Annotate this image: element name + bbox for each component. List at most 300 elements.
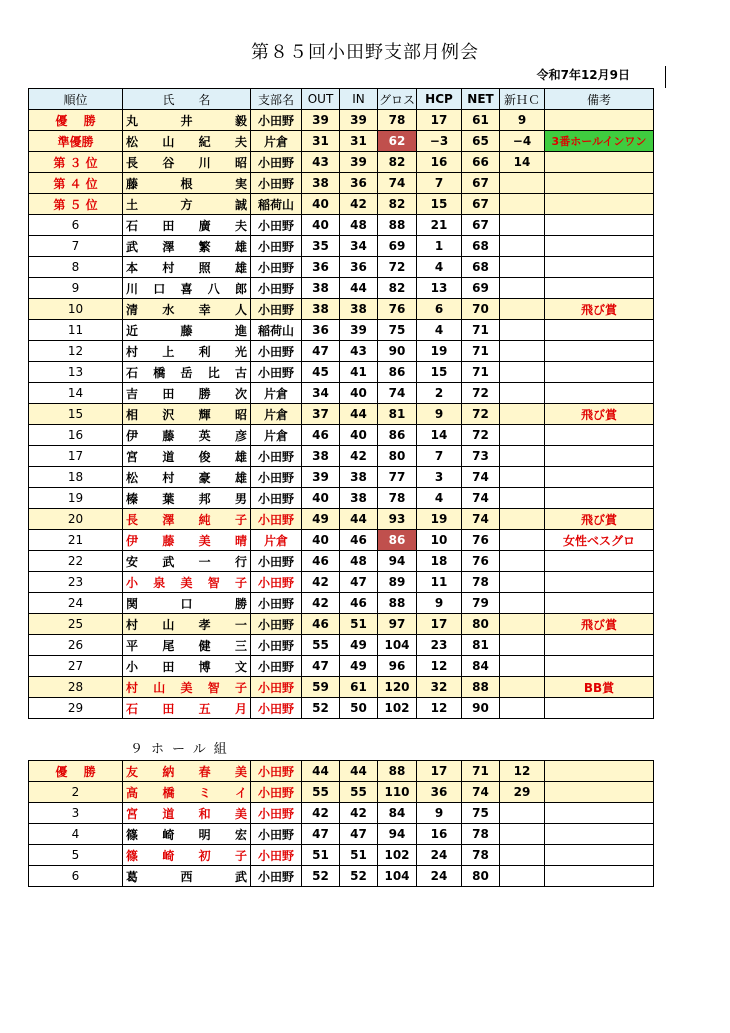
table-row bbox=[29, 824, 654, 845]
table-row bbox=[29, 698, 654, 719]
rank-cell: 12 bbox=[29, 341, 123, 362]
gross-cell: 75 bbox=[378, 320, 417, 341]
in-cell: 49 bbox=[340, 635, 378, 656]
gross-cell: 78 bbox=[378, 110, 417, 131]
branch-cell: 小田野 bbox=[251, 677, 302, 698]
out-cell: 36 bbox=[302, 320, 340, 341]
note-cell bbox=[545, 341, 654, 362]
out-cell: 47 bbox=[302, 656, 340, 677]
in-cell: 34 bbox=[340, 236, 378, 257]
name-cell: 本村照雄 bbox=[123, 257, 251, 278]
rank-cell: 23 bbox=[29, 572, 123, 593]
table-row bbox=[29, 509, 654, 530]
note-cell bbox=[545, 467, 654, 488]
table-row bbox=[29, 404, 654, 425]
hcp-cell: −3 bbox=[417, 131, 462, 152]
branch-cell: 小田野 bbox=[251, 362, 302, 383]
note-cell bbox=[545, 803, 654, 824]
branch-cell: 小田野 bbox=[251, 803, 302, 824]
header-net: NET bbox=[462, 89, 500, 110]
name-cell: 武澤繁雄 bbox=[123, 236, 251, 257]
out-cell: 38 bbox=[302, 173, 340, 194]
net-cell: 67 bbox=[462, 194, 500, 215]
note-cell bbox=[545, 866, 654, 887]
name-cell: 村山孝一 bbox=[123, 614, 251, 635]
out-cell: 35 bbox=[302, 236, 340, 257]
out-cell: 59 bbox=[302, 677, 340, 698]
table-row bbox=[29, 194, 654, 215]
branch-cell: 小田野 bbox=[251, 152, 302, 173]
hcp-cell: 12 bbox=[417, 698, 462, 719]
net-cell: 74 bbox=[462, 488, 500, 509]
new-hc-cell bbox=[500, 488, 545, 509]
gross-cell: 120 bbox=[378, 677, 417, 698]
hcp-cell: 17 bbox=[417, 110, 462, 131]
note-cell bbox=[545, 152, 654, 173]
gross-cell: 62 bbox=[378, 131, 417, 152]
table-row bbox=[29, 131, 654, 152]
rank-cell: 第 ４ 位 bbox=[29, 173, 123, 194]
hcp-cell: 1 bbox=[417, 236, 462, 257]
name-cell: 川口喜八郎 bbox=[123, 278, 251, 299]
event-date: 令和7年12月9日 bbox=[536, 68, 630, 82]
net-cell: 88 bbox=[462, 677, 500, 698]
out-cell: 47 bbox=[302, 341, 340, 362]
hcp-cell: 19 bbox=[417, 341, 462, 362]
in-cell: 41 bbox=[340, 362, 378, 383]
table-row bbox=[29, 467, 654, 488]
hcp-cell: 16 bbox=[417, 824, 462, 845]
gross-cell: 104 bbox=[378, 635, 417, 656]
name-cell: 松村豪雄 bbox=[123, 467, 251, 488]
in-cell: 39 bbox=[340, 152, 378, 173]
note-cell bbox=[545, 362, 654, 383]
name-cell: 石田五月 bbox=[123, 698, 251, 719]
net-cell: 70 bbox=[462, 299, 500, 320]
rank-cell: 10 bbox=[29, 299, 123, 320]
net-cell: 65 bbox=[462, 131, 500, 152]
name-cell: 高橋ミイ bbox=[123, 782, 251, 803]
note-cell bbox=[545, 635, 654, 656]
table-row bbox=[29, 803, 654, 824]
table-row bbox=[29, 110, 654, 131]
name-cell: 篠崎明宏 bbox=[123, 824, 251, 845]
in-cell: 40 bbox=[340, 383, 378, 404]
name-cell: 村上利光 bbox=[123, 341, 251, 362]
name-cell: 榛葉邦男 bbox=[123, 488, 251, 509]
branch-cell: 小田野 bbox=[251, 446, 302, 467]
new-hc-cell bbox=[500, 635, 545, 656]
new-hc-cell bbox=[500, 194, 545, 215]
new-hc-cell bbox=[500, 677, 545, 698]
gross-cell: 96 bbox=[378, 656, 417, 677]
out-cell: 46 bbox=[302, 614, 340, 635]
in-cell: 44 bbox=[340, 761, 378, 782]
table-row bbox=[29, 635, 654, 656]
rank-cell: 29 bbox=[29, 698, 123, 719]
hcp-cell: 14 bbox=[417, 425, 462, 446]
branch-cell: 小田野 bbox=[251, 824, 302, 845]
new-hc-cell bbox=[500, 173, 545, 194]
table-row bbox=[29, 446, 654, 467]
hcp-cell: 15 bbox=[417, 362, 462, 383]
note-cell: 飛び賞 bbox=[545, 299, 654, 320]
in-cell: 42 bbox=[340, 194, 378, 215]
net-cell: 78 bbox=[462, 824, 500, 845]
hcp-cell: 9 bbox=[417, 803, 462, 824]
note-cell bbox=[545, 383, 654, 404]
branch-cell: 稲荷山 bbox=[251, 320, 302, 341]
out-cell: 38 bbox=[302, 446, 340, 467]
header-out: OUT bbox=[302, 89, 340, 110]
new-hc-cell: −4 bbox=[500, 131, 545, 152]
name-cell: 長澤純子 bbox=[123, 509, 251, 530]
gross-cell: 104 bbox=[378, 866, 417, 887]
name-cell: 伊藤英彦 bbox=[123, 425, 251, 446]
rank-cell: 15 bbox=[29, 404, 123, 425]
gross-cell: 72 bbox=[378, 257, 417, 278]
table-row bbox=[29, 215, 654, 236]
rank-cell: 19 bbox=[29, 488, 123, 509]
table-row bbox=[29, 320, 654, 341]
rank-cell: 8 bbox=[29, 257, 123, 278]
header-note: 備考 bbox=[545, 89, 654, 110]
net-cell: 84 bbox=[462, 656, 500, 677]
branch-cell: 片倉 bbox=[251, 404, 302, 425]
gross-cell: 88 bbox=[378, 593, 417, 614]
net-cell: 81 bbox=[462, 635, 500, 656]
out-cell: 42 bbox=[302, 803, 340, 824]
branch-cell: 小田野 bbox=[251, 257, 302, 278]
in-cell: 44 bbox=[340, 509, 378, 530]
new-hc-cell bbox=[500, 845, 545, 866]
branch-cell: 小田野 bbox=[251, 614, 302, 635]
table-row bbox=[29, 425, 654, 446]
rank-cell: 18 bbox=[29, 467, 123, 488]
rank-cell: 4 bbox=[29, 824, 123, 845]
gross-cell: 88 bbox=[378, 761, 417, 782]
note-cell bbox=[545, 236, 654, 257]
net-cell: 76 bbox=[462, 551, 500, 572]
hcp-cell: 24 bbox=[417, 866, 462, 887]
new-hc-cell bbox=[500, 593, 545, 614]
name-cell: 松山紀夫 bbox=[123, 131, 251, 152]
rank-cell: 16 bbox=[29, 425, 123, 446]
new-hc-cell bbox=[500, 278, 545, 299]
out-cell: 42 bbox=[302, 593, 340, 614]
hcp-cell: 24 bbox=[417, 845, 462, 866]
name-cell: 村山美智子 bbox=[123, 677, 251, 698]
in-cell: 51 bbox=[340, 845, 378, 866]
rank-cell: 9 bbox=[29, 278, 123, 299]
net-cell: 80 bbox=[462, 614, 500, 635]
note-cell bbox=[545, 593, 654, 614]
note-cell bbox=[545, 572, 654, 593]
rank-cell: 14 bbox=[29, 383, 123, 404]
header-rank: 順位 bbox=[29, 89, 123, 110]
rank-cell: 2 bbox=[29, 782, 123, 803]
note-cell bbox=[545, 761, 654, 782]
out-cell: 36 bbox=[302, 257, 340, 278]
branch-cell: 片倉 bbox=[251, 383, 302, 404]
hcp-cell: 2 bbox=[417, 383, 462, 404]
in-cell: 44 bbox=[340, 404, 378, 425]
table-row bbox=[29, 341, 654, 362]
new-hc-cell: 12 bbox=[500, 761, 545, 782]
name-cell: 友納春美 bbox=[123, 761, 251, 782]
out-cell: 34 bbox=[302, 383, 340, 404]
rank-cell: 11 bbox=[29, 320, 123, 341]
branch-cell: 片倉 bbox=[251, 425, 302, 446]
gross-cell: 86 bbox=[378, 425, 417, 446]
hcp-cell: 15 bbox=[417, 194, 462, 215]
new-hc-cell bbox=[500, 404, 545, 425]
table-row bbox=[29, 677, 654, 698]
gross-cell: 94 bbox=[378, 551, 417, 572]
branch-cell: 小田野 bbox=[251, 761, 302, 782]
branch-cell: 小田野 bbox=[251, 845, 302, 866]
new-hc-cell bbox=[500, 866, 545, 887]
note-cell bbox=[545, 257, 654, 278]
branch-cell: 小田野 bbox=[251, 782, 302, 803]
new-hc-cell: 14 bbox=[500, 152, 545, 173]
name-cell: 宮道和美 bbox=[123, 803, 251, 824]
in-cell: 46 bbox=[340, 530, 378, 551]
branch-cell: 小田野 bbox=[251, 488, 302, 509]
out-cell: 49 bbox=[302, 509, 340, 530]
out-cell: 38 bbox=[302, 299, 340, 320]
gross-cell: 82 bbox=[378, 152, 417, 173]
in-cell: 55 bbox=[340, 782, 378, 803]
hcp-cell: 9 bbox=[417, 404, 462, 425]
rank-cell: 第 ５ 位 bbox=[29, 194, 123, 215]
table-row bbox=[29, 236, 654, 257]
in-cell: 38 bbox=[340, 299, 378, 320]
gross-cell: 89 bbox=[378, 572, 417, 593]
name-cell: 藤根実 bbox=[123, 173, 251, 194]
table-row bbox=[29, 761, 654, 782]
branch-cell: 小田野 bbox=[251, 509, 302, 530]
name-cell: 小泉美智子 bbox=[123, 572, 251, 593]
table-row bbox=[29, 551, 654, 572]
gross-cell: 102 bbox=[378, 698, 417, 719]
out-cell: 45 bbox=[302, 362, 340, 383]
name-cell: 土方誠 bbox=[123, 194, 251, 215]
note-cell bbox=[545, 215, 654, 236]
note-cell: 3番ホールインワン bbox=[545, 131, 654, 152]
rank-cell: 第 ３ 位 bbox=[29, 152, 123, 173]
new-hc-cell bbox=[500, 698, 545, 719]
net-cell: 61 bbox=[462, 110, 500, 131]
table-row bbox=[29, 593, 654, 614]
out-cell: 52 bbox=[302, 698, 340, 719]
hcp-cell: 21 bbox=[417, 215, 462, 236]
name-cell: 安武一行 bbox=[123, 551, 251, 572]
name-cell: 清水幸人 bbox=[123, 299, 251, 320]
name-cell: 篠崎初子 bbox=[123, 845, 251, 866]
gross-cell: 86 bbox=[378, 530, 417, 551]
gross-cell: 110 bbox=[378, 782, 417, 803]
table-row bbox=[29, 572, 654, 593]
note-cell bbox=[545, 698, 654, 719]
net-cell: 68 bbox=[462, 236, 500, 257]
date-divider bbox=[665, 66, 666, 88]
note-cell bbox=[545, 110, 654, 131]
rank-cell: 27 bbox=[29, 656, 123, 677]
rank-cell: 25 bbox=[29, 614, 123, 635]
in-cell: 48 bbox=[340, 215, 378, 236]
net-cell: 71 bbox=[462, 341, 500, 362]
note-cell bbox=[545, 278, 654, 299]
in-cell: 38 bbox=[340, 488, 378, 509]
hcp-cell: 9 bbox=[417, 593, 462, 614]
note-cell bbox=[545, 488, 654, 509]
out-cell: 40 bbox=[302, 530, 340, 551]
in-cell: 31 bbox=[340, 131, 378, 152]
header-hcp: HCP bbox=[417, 89, 462, 110]
out-cell: 52 bbox=[302, 866, 340, 887]
out-cell: 38 bbox=[302, 278, 340, 299]
new-hc-cell bbox=[500, 551, 545, 572]
header-row bbox=[29, 89, 654, 110]
in-cell: 48 bbox=[340, 551, 378, 572]
net-cell: 72 bbox=[462, 383, 500, 404]
new-hc-cell bbox=[500, 614, 545, 635]
rank-cell: 24 bbox=[29, 593, 123, 614]
new-hc-cell bbox=[500, 362, 545, 383]
hcp-cell: 7 bbox=[417, 173, 462, 194]
net-cell: 79 bbox=[462, 593, 500, 614]
new-hc-cell bbox=[500, 572, 545, 593]
rank-cell: 22 bbox=[29, 551, 123, 572]
name-cell: 宮道俊雄 bbox=[123, 446, 251, 467]
net-cell: 73 bbox=[462, 446, 500, 467]
table-row bbox=[29, 488, 654, 509]
name-cell: 長谷川昭 bbox=[123, 152, 251, 173]
in-cell: 47 bbox=[340, 572, 378, 593]
gross-cell: 80 bbox=[378, 446, 417, 467]
branch-cell: 小田野 bbox=[251, 656, 302, 677]
net-cell: 66 bbox=[462, 152, 500, 173]
header-in: IN bbox=[340, 89, 378, 110]
rank-cell: 7 bbox=[29, 236, 123, 257]
hcp-cell: 16 bbox=[417, 152, 462, 173]
rank-cell: 21 bbox=[29, 530, 123, 551]
hcp-cell: 13 bbox=[417, 278, 462, 299]
hcp-cell: 3 bbox=[417, 467, 462, 488]
rank-cell: 28 bbox=[29, 677, 123, 698]
rank-cell: 20 bbox=[29, 509, 123, 530]
table-row bbox=[29, 362, 654, 383]
net-cell: 71 bbox=[462, 761, 500, 782]
new-hc-cell bbox=[500, 236, 545, 257]
gross-cell: 78 bbox=[378, 488, 417, 509]
out-cell: 40 bbox=[302, 488, 340, 509]
branch-cell: 片倉 bbox=[251, 530, 302, 551]
header-gross: グロス bbox=[378, 89, 417, 110]
hcp-cell: 4 bbox=[417, 488, 462, 509]
out-cell: 39 bbox=[302, 110, 340, 131]
note-cell bbox=[545, 173, 654, 194]
in-cell: 50 bbox=[340, 698, 378, 719]
rank-cell: 準優勝 bbox=[29, 131, 123, 152]
net-cell: 72 bbox=[462, 404, 500, 425]
gross-cell: 94 bbox=[378, 824, 417, 845]
name-cell: 石橋岳比古 bbox=[123, 362, 251, 383]
net-cell: 71 bbox=[462, 320, 500, 341]
net-cell: 90 bbox=[462, 698, 500, 719]
out-cell: 47 bbox=[302, 824, 340, 845]
table-row bbox=[29, 299, 654, 320]
gross-cell: 93 bbox=[378, 509, 417, 530]
new-hc-cell bbox=[500, 824, 545, 845]
rank-cell: 6 bbox=[29, 866, 123, 887]
in-cell: 51 bbox=[340, 614, 378, 635]
note-cell: 女性ベスグロ bbox=[545, 530, 654, 551]
net-cell: 74 bbox=[462, 782, 500, 803]
branch-cell: 小田野 bbox=[251, 635, 302, 656]
in-cell: 61 bbox=[340, 677, 378, 698]
header-new-hc: 新ＨＣ bbox=[500, 89, 545, 110]
rank-cell: 17 bbox=[29, 446, 123, 467]
net-cell: 69 bbox=[462, 278, 500, 299]
gross-cell: 82 bbox=[378, 278, 417, 299]
table-row bbox=[29, 614, 654, 635]
rank-cell: 6 bbox=[29, 215, 123, 236]
new-hc-cell: 9 bbox=[500, 110, 545, 131]
branch-cell: 小田野 bbox=[251, 551, 302, 572]
note-cell bbox=[545, 425, 654, 446]
out-cell: 39 bbox=[302, 467, 340, 488]
new-hc-cell bbox=[500, 341, 545, 362]
rank-cell: 優 勝 bbox=[29, 761, 123, 782]
gross-cell: 84 bbox=[378, 803, 417, 824]
branch-cell: 小田野 bbox=[251, 593, 302, 614]
new-hc-cell bbox=[500, 803, 545, 824]
note-cell bbox=[545, 194, 654, 215]
net-cell: 78 bbox=[462, 845, 500, 866]
note-cell: 飛び賞 bbox=[545, 509, 654, 530]
in-cell: 43 bbox=[340, 341, 378, 362]
new-hc-cell bbox=[500, 320, 545, 341]
gross-cell: 81 bbox=[378, 404, 417, 425]
in-cell: 40 bbox=[340, 425, 378, 446]
name-cell: 相沢輝昭 bbox=[123, 404, 251, 425]
branch-cell: 稲荷山 bbox=[251, 194, 302, 215]
hcp-cell: 10 bbox=[417, 530, 462, 551]
name-cell: 吉田勝次 bbox=[123, 383, 251, 404]
out-cell: 40 bbox=[302, 215, 340, 236]
nine-hole-table bbox=[28, 760, 654, 887]
table-row bbox=[29, 278, 654, 299]
new-hc-cell bbox=[500, 446, 545, 467]
name-cell: 伊藤美晴 bbox=[123, 530, 251, 551]
net-cell: 74 bbox=[462, 509, 500, 530]
hcp-cell: 4 bbox=[417, 320, 462, 341]
gross-cell: 86 bbox=[378, 362, 417, 383]
out-cell: 43 bbox=[302, 152, 340, 173]
table-row bbox=[29, 152, 654, 173]
new-hc-cell bbox=[500, 383, 545, 404]
gross-cell: 82 bbox=[378, 194, 417, 215]
hcp-cell: 11 bbox=[417, 572, 462, 593]
branch-cell: 小田野 bbox=[251, 866, 302, 887]
header-name: 氏 名 bbox=[123, 89, 251, 110]
branch-cell: 小田野 bbox=[251, 173, 302, 194]
branch-cell: 片倉 bbox=[251, 131, 302, 152]
name-cell: 石田廣夫 bbox=[123, 215, 251, 236]
new-hc-cell bbox=[500, 425, 545, 446]
